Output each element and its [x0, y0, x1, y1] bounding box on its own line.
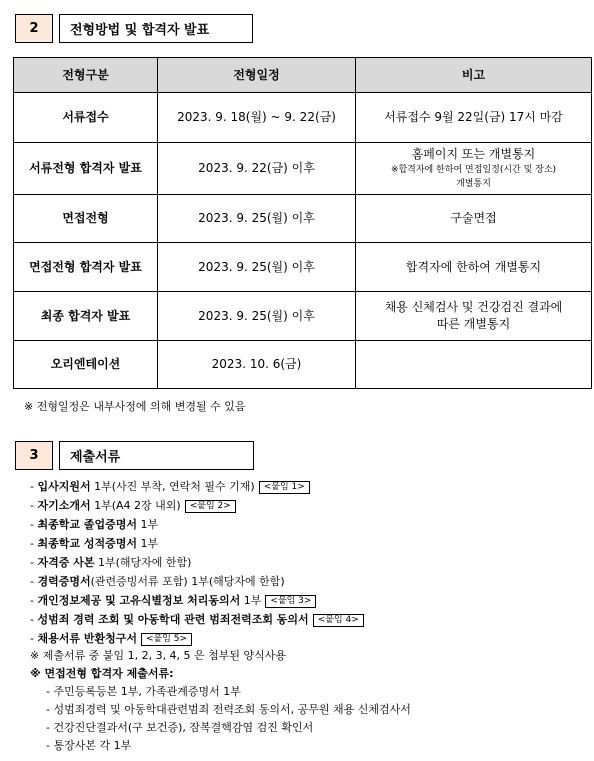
table-row [14, 243, 592, 292]
schedule-note: ※ 전형일정은 내부사정에 의해 변경될 수 있음 [24, 400, 246, 413]
note-main: 채용 신체검사 및 건강검진 결과에 [384, 300, 563, 314]
attachment-tag: <붙임 1> [259, 481, 310, 494]
attachment-tag: <붙임 3> [265, 595, 316, 608]
section-title: 전형방법 및 합격자 발표 [59, 14, 253, 43]
attachment-tag: <붙임 2> [185, 500, 236, 513]
date-cell: 2023. 9. 22(금) 이후 [158, 143, 356, 195]
note-cell [356, 143, 592, 195]
date-cell: 2023. 9. 18(월) ~ 9. 22(금) [158, 93, 356, 143]
list-item: - 자격증 사본 1부(해당자에 한함) [30, 556, 192, 569]
date-cell: 2023. 9. 25(월) 이후 [158, 292, 356, 341]
list-item: - 자기소개서 1부(A4 2장 내외) <붙임 2> [30, 496, 364, 515]
stage-cell: 오리엔테이션 [14, 341, 158, 389]
list-item: - 성범죄경력 및 아동학대관련범죄 전력조회 동의서, 공무원 채용 신체검사서 [46, 703, 411, 716]
section-3-header [15, 441, 254, 470]
list-item: - 최종학교 졸업증명서 1부 [30, 518, 159, 531]
table-row [14, 195, 592, 243]
note-cell [356, 292, 592, 341]
stage-cell: 서류접수 [14, 93, 158, 143]
section-2-header [15, 14, 253, 43]
section-number: 3 [15, 441, 53, 470]
stage-cell: 면접전형 [14, 195, 158, 243]
list-item: - 성범죄 경력 조회 및 아동학대 관련 범죄전력조회 동의서 <붙임 4> [30, 610, 364, 629]
table-header-row [14, 58, 592, 93]
schedule-table [13, 57, 592, 389]
list-item: - 최종학교 성적증명서 1부 [30, 537, 159, 550]
list-item: - 건강진단결과서(구 보건증), 잠복결핵감염 검진 확인서 [46, 721, 314, 734]
extra-document-list [46, 683, 411, 755]
stage-cell: 최종 합격자 발표 [14, 292, 158, 341]
extra-documents-title: ※ 면접전형 합격자 제출서류: [30, 667, 174, 680]
column-header: 전형구분 [14, 58, 158, 93]
documents-note: ※ 제출서류 중 붙임 1, 2, 3, 4, 5 은 첨부된 양식사용 [30, 649, 287, 662]
date-cell: 2023. 9. 25(월) 이후 [158, 195, 356, 243]
note-main: 홈페이지 또는 개별통지 [411, 147, 536, 161]
list-item: - 개인정보제공 및 고유식별정보 처리동의서 1부 <붙임 3> [30, 591, 364, 610]
section-title: 제출서류 [59, 441, 254, 470]
list-item: - 통장사본 각 1부 [46, 739, 132, 752]
attachment-tag: <붙임 5> [141, 633, 192, 646]
column-header: 전형일정 [158, 58, 356, 93]
note-cell: 서류접수 9월 22일(금) 17시 마감 [356, 93, 592, 143]
note-cell [356, 341, 592, 389]
list-item: - 채용서류 반환청구서 <붙임 5> [30, 629, 364, 648]
date-cell: 2023. 9. 25(월) 이후 [158, 243, 356, 292]
column-header: 비고 [356, 58, 592, 93]
note-cell: 합격자에 한하여 개별통지 [356, 243, 592, 292]
list-item: - 주민등록등본 1부, 가족관계증명서 1부 [46, 685, 241, 698]
note-tail: 따른 개별통지 [436, 317, 511, 331]
stage-cell: 서류전형 합격자 발표 [14, 143, 158, 195]
attachment-tag: <붙임 4> [313, 614, 364, 627]
stage-cell: 면접전형 합격자 발표 [14, 243, 158, 292]
note-sub: ※합격자에 한하여 면접일정(시간 및 장소) [390, 165, 557, 175]
table-row [14, 93, 592, 143]
section-number: 2 [15, 14, 53, 43]
date-cell: 2023. 10. 6(금) [158, 341, 356, 389]
table-row [14, 143, 592, 195]
list-item: - 입사지원서 1부(사진 부착, 연락처 필수 기재) <붙임 1> [30, 477, 364, 496]
table-row [14, 292, 592, 341]
document-list [30, 477, 364, 648]
note-cell: 구술면접 [356, 195, 592, 243]
list-item: - 경력증명서(관련증빙서류 포함) 1부(해당자에 한함) [30, 575, 285, 588]
table-row [14, 341, 592, 389]
note-tail: 개별통지 [456, 179, 491, 189]
